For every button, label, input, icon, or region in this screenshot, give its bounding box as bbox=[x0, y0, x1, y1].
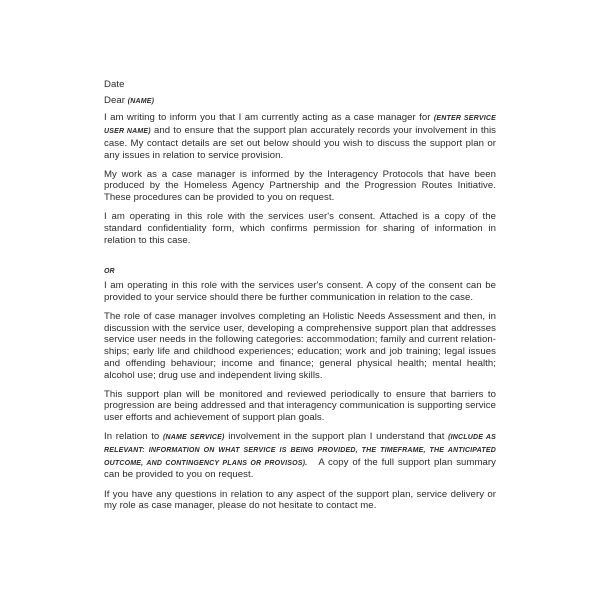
service-name-placeholder: (NAME SERVICE) bbox=[162, 434, 225, 442]
date-text: Date bbox=[104, 79, 125, 90]
paragraph-consent-provided: I am operating in this role with the services user's consent. A copy of the consent can be provided to your service should there be further communication in relation to the case. bbox=[104, 280, 496, 303]
letter-body bbox=[104, 79, 496, 520]
paragraph-case-manager-role: The role of case manager involves completing an Holistic Needs Assessment and then, in discussion with the service user, developing a comprehensive support plan that addresses service user needs in the following categories: accommodation; family and current relation-ships; early life and childhood experiences; education; work and job training; legal issues and offending behaviour; income and finance; general physical health; mental health; alcohol use; drug use and independent living skills. bbox=[104, 311, 496, 381]
service-details-placeholder: (INCLUDE AS RELEVANT: INFORMATION ON WHAT SERVICE IS BEING PROVIDED, THE TIMEFRAME, THE ANTICIPATED OUTCOME, AND CONTINGENCY PLANS OR PROVISOS). bbox=[104, 434, 497, 467]
paragraph-service-involvement bbox=[104, 431, 496, 481]
salutation-word: Dear bbox=[104, 94, 125, 106]
intro-text-a: I am writing to inform you that I am currently acting as a case manager for bbox=[104, 112, 431, 124]
paragraph-monitoring: This support plan will be monitored and reviewed periodically to ensure that barriers to progression are being addressed and that interagency communication is supporting service user efforts and achievement of support plan goals. bbox=[104, 388, 496, 424]
salutation bbox=[104, 95, 496, 108]
paragraph-consent-attached: I am operating in this role with the services user's consent. Attached is a copy of the standard confidentiality form, which confirms permission for sharing of information in relation to this case. bbox=[104, 211, 496, 246]
date-line bbox=[104, 79, 496, 91]
involvement-text-a: In relation to bbox=[104, 431, 160, 443]
paragraph-closing: If you have any questions in relation to any aspect of the support plan, service delivery or my role as case manager, please do not hesitate to contact me. bbox=[104, 488, 496, 512]
intro-text-b: and to ensure that the support plan accurately records your involvement in this case. My contact details are set out below should you wish to discuss the support plan or any issues in relation to service provision. bbox=[104, 125, 497, 161]
service-user-name-placeholder: (ENTER SERVICE USER NAME) bbox=[104, 115, 497, 136]
involvement-text-c: A copy of the full support plan summary can be provided to you on request. bbox=[104, 456, 496, 481]
involvement-text-b: involvement in the support plan I understand that bbox=[228, 431, 445, 443]
paragraph-intro bbox=[104, 112, 496, 161]
paragraph-protocols: My work as a case manager is informed by the Interagency Protocols that have been produced by the Homeless Agency Partnership and the Progression Routes Initiative. These procedures can be provided to you on request. bbox=[104, 168, 496, 204]
recipient-name-placeholder: (NAME) bbox=[127, 97, 155, 105]
or-label: OR bbox=[104, 268, 115, 276]
